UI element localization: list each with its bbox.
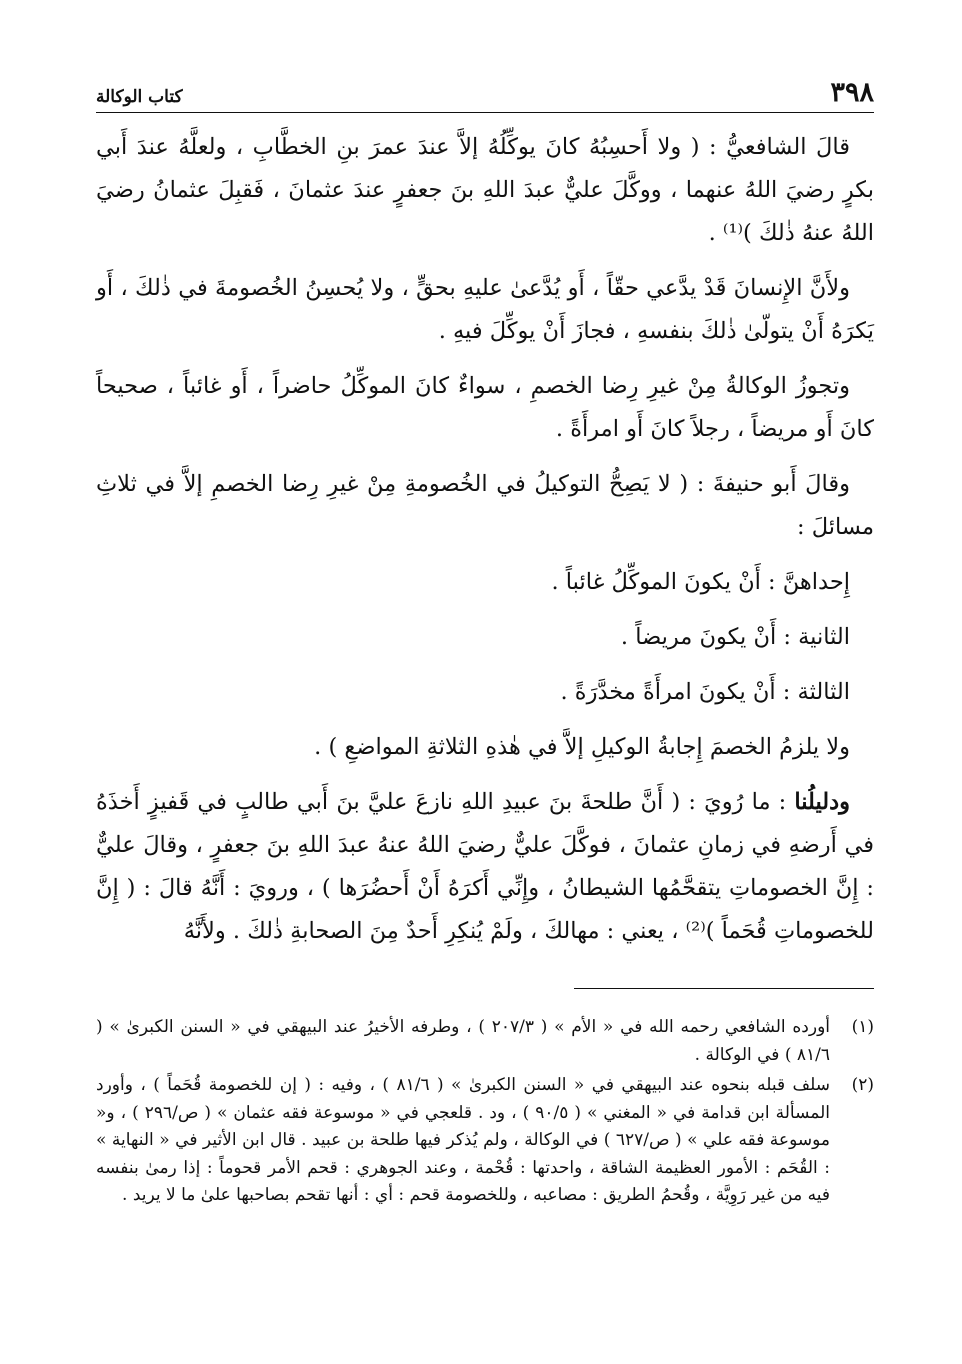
footnote-text: أورده الشافعي رحمه الله في « الأم » ( ٢٠٧/٣ ) ، وطرفه الأخيرُ عند البيهقي في « السنن الكبرىٰ » ( ٨١/٦ ) في الوكالة . bbox=[96, 1017, 830, 1065]
footnote-number: (٢) bbox=[851, 1075, 874, 1095]
paragraph-evidence bbox=[96, 781, 874, 953]
paragraph-abu-hanifa: وقالَ أَبو حنيفةَ : ( لا يَصِحُّ التوكيلُ في الخُصومةِ مِنْ غيرِ رِضا الخصمِ إلاَّ في ثلاثِ مسائلَ : bbox=[96, 471, 874, 540]
paragraph-shafii-quote: قالَ الشافعيُّ : ( ولا أَحسِبُهُ كانَ يوكِّلُهُ إلاَّ عندَ عمرَ بنِ الخطَّابِ ، ولعلَّهُ عندَ أَبي بكرٍ رضيَ اللهُ عنهما ، ووكَّلَ عليٌّ عبدَ اللهِ بنَ جعفرٍ عندَ عثمانَ ، فَقبِلَ عثمانُ رضيَ اللهُ عنهُ ذٰلكَ )⁽¹⁾ . bbox=[96, 134, 874, 246]
footnote-rule bbox=[574, 988, 874, 989]
footnote-1 bbox=[96, 1014, 874, 1069]
page-number: ٣٩٨ bbox=[830, 77, 874, 108]
list-item-second: الثانية : أَنْ يكونَ مريضاً . bbox=[620, 624, 850, 650]
evidence-lead-word: ودليلُنا bbox=[794, 789, 850, 815]
footnotes bbox=[96, 1014, 874, 1213]
header-rule bbox=[96, 112, 874, 113]
running-title: كتاب الوكالة bbox=[96, 87, 183, 107]
main-text bbox=[96, 126, 874, 965]
list-item-third: الثالثة : أَنْ يكونَ امرأَةً مخدَّرَةً . bbox=[560, 679, 850, 705]
footnote-text: سلف قبله بنحوه عند البيهقي في « السنن الكبرىٰ » ( ٨١/٦ ) ، وفيه : ( إن للخصومة قُحَماً ) ، وأورد المسألة ابن قدامة في « المغني » ( ٩٠/٥ ) ، ود . قلعجي في « موسوعة فقه عثمان » ( ص/٢٩٦ ) ، و« موسوعة فقه علي » ( ص/٦٢٧ ) في الوكالة ، ولم يُذكر فيها طلحة بن عبيد . قال ابن الأثير في « النهاية » : القُحَم : الأمور العظيمة الشاقة ، واحدتها : قُحْمة ، وعند الجوهري : قحم الأمر قحوماً : إذا رمىٰ بنفسه فيه من غير رَوِيَّة ، وقُحمُ الطريق : مصاعبه ، وللخصومة قحم : أي : أنها تقحم بصاحبها علىٰ ما لا يريد . bbox=[96, 1075, 831, 1205]
footnote-2 bbox=[96, 1072, 874, 1210]
evidence-text: : ما رُويَ : ( أَنَّ طلحةَ بنَ عبيدِ اللهِ نازعَ عليَّ بنَ أَبي طالبٍ في قَفيزٍ أَخذَهُ في أَرضهِ في زمانِ عثمانَ ، فوكَّلَ عليٌّ رضيَ اللهُ عنهُ عبدَ اللهِ بنَ جعفرٍ ، وقالَ عليٌّ : إِنَّ الخصوماتِ يتقحَّمُها الشيطانُ ، وإِنِّي أَكرَهُ أَنْ أَحضُرَها ) ، ورويَ : أَنَّهُ قالَ : ( إِنَّ للخصوماتِ قُحَماً )⁽²⁾ ، يعني : مهالكَ ، ولَمْ يُنكِرِ أَحدٌ مِنَ الصحابةِ ذٰلكَ . ولأَنَّهُ bbox=[96, 789, 874, 944]
book-page bbox=[96, 0, 874, 1364]
paragraph-wakala-conditions: وتجوزُ الوكالةُ مِنْ غيرِ رِضا الخصمِ ، سواءٌ كانَ الموكِّلُ حاضراً ، أَو غائباً ، صحيحاً كانَ أَو مريضاً ، رجلاً كانَ أَو امرأَةً . bbox=[96, 373, 874, 442]
paragraph-obligation: ولا يلزمُ الخصمَ إِجابةُ الوكيلِ إلاَّ في هٰذهِ الثلاثةِ المواضعِ ) . bbox=[314, 734, 850, 760]
page-header bbox=[96, 72, 874, 106]
footnote-number: (١) bbox=[851, 1017, 874, 1037]
paragraph-reason: ولأَنَّ الإِنسانَ قَدْ يدَّعي حقّاً ، أَو يُدَّعىٰ عليهِ بحقٍّ ، ولا يُحسِنُ الخُصومةَ في ذٰلكَ ، أَو يَكرَهُ أَنْ يتولّىٰ ذٰلكَ بنفسهِ ، فجازَ أَنْ يوكِّلَ فيهِ . bbox=[96, 275, 874, 344]
list-item-first: إِحداهنَّ : أَنْ يكونَ الموكِّلُ غائباً . bbox=[551, 569, 850, 595]
